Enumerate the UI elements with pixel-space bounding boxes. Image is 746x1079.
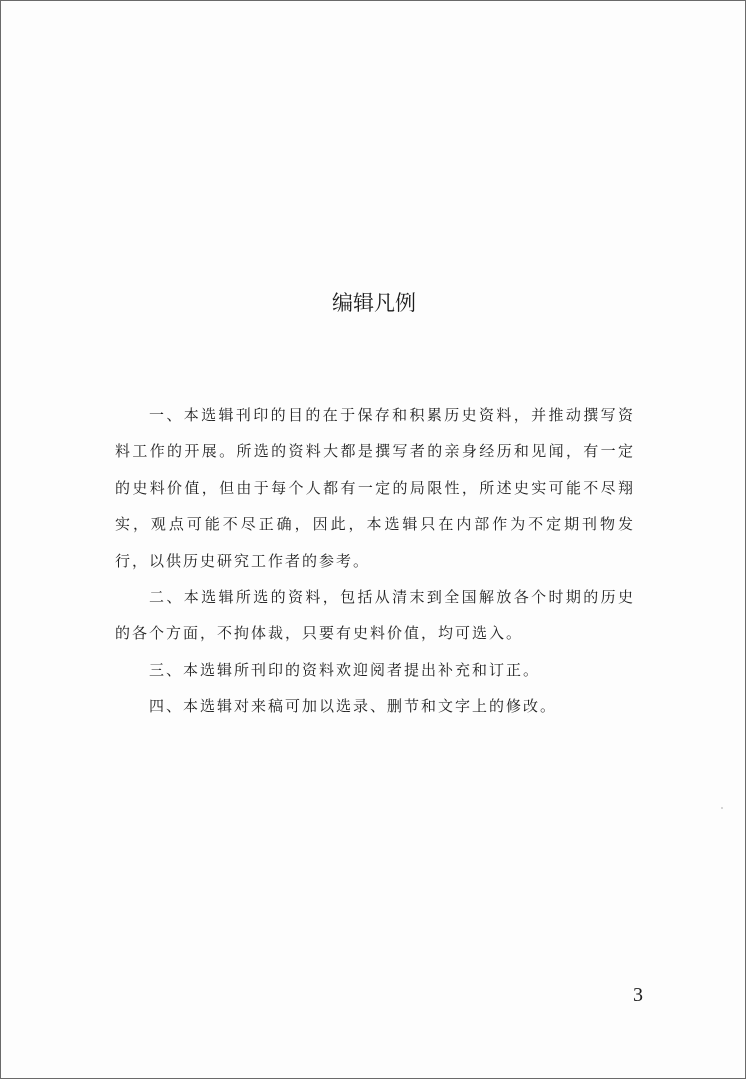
paragraph-4: 四、本选辑对来稿可加以选录、删节和文字上的修改。 xyxy=(149,697,558,716)
page-number: 3 xyxy=(633,984,643,1006)
page-title: 编辑凡例 xyxy=(332,291,416,315)
paragraph-3: 三、本选辑所刊印的资料欢迎阅者提出补充和订正。 xyxy=(149,660,541,679)
paragraph-2: 二、本选辑所选的资料，包括从清末到全国解放各个时期的历史的各个方面，不拘体裁，只要有史料价值，均可选入。 xyxy=(115,588,635,643)
paragraph-1: 一、本选辑刊印的目的在于保存和积累历史资料，并推动撰写资料工作的开展。所选的资料大都是撰写者的亲身经历和见闻，有一定的史料价值，但由于每个人都有一定的局限性，所述史实可能不尽翔实，观点可能不尽正确，因此，本选辑只在内部作为不定期刊物发行，以供历史研究工作者的参考。 xyxy=(115,406,635,570)
body-text xyxy=(115,397,635,725)
scan-speck xyxy=(721,807,723,809)
